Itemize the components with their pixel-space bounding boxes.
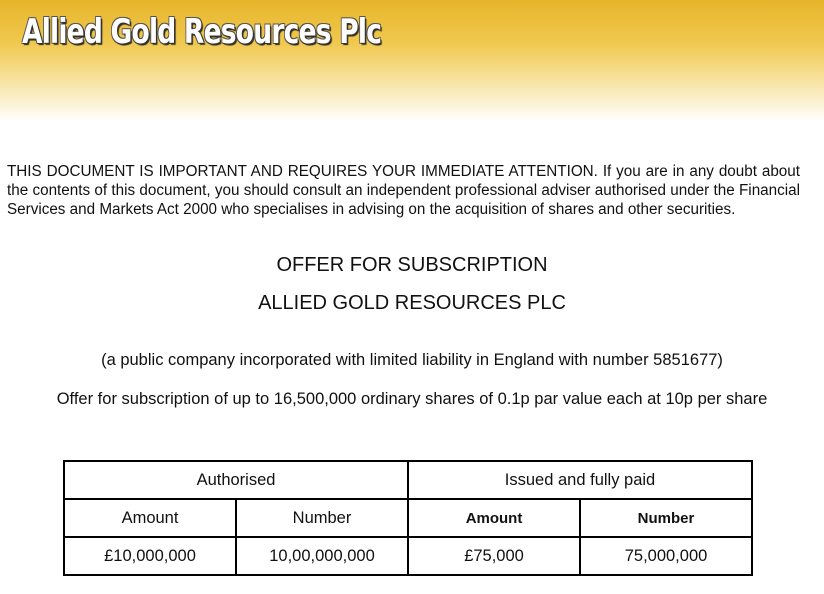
issued-amount-header: Amount [408, 499, 580, 537]
issued-amount-value: £75,000 [408, 537, 580, 575]
table-group-header-row [64, 461, 752, 499]
company-name-title: Allied Gold Resources Plc [22, 12, 382, 52]
header-banner [0, 0, 824, 122]
incorporation-statement: (a public company incorporated with limited liability in England with number 5851677) [101, 351, 723, 369]
authorised-number-header: Number [236, 499, 408, 537]
table-sub-header-row [64, 499, 752, 537]
table-row [64, 537, 752, 575]
offer-detail: Offer for subscription of up to 16,500,000 ordinary shares of 0.1p par value each at 10p per share [56, 390, 768, 408]
important-notice: THIS DOCUMENT IS IMPORTANT AND REQUIRES YOUR IMMEDIATE ATTENTION. If you are in any doubt about the contents of this document, you should consult an independent professional adviser authorised under the Financial Services and Markets Act 2000 who specialises in advising on the acquisition of shares and other securities. [7, 163, 800, 218]
issued-number-value: 75,000,000 [580, 537, 752, 575]
share-capital-table [63, 460, 753, 576]
authorised-amount-value: £10,000,000 [64, 537, 236, 575]
offer-heading: OFFER FOR SUBSCRIPTION [276, 254, 548, 276]
company-heading: ALLIED GOLD RESOURCES PLC [258, 292, 566, 314]
authorised-header: Authorised [64, 461, 408, 499]
authorised-number-value: 10,00,000,000 [236, 537, 408, 575]
issued-header: Issued and fully paid [408, 461, 752, 499]
issued-number-header: Number [580, 499, 752, 537]
authorised-amount-header: Amount [64, 499, 236, 537]
